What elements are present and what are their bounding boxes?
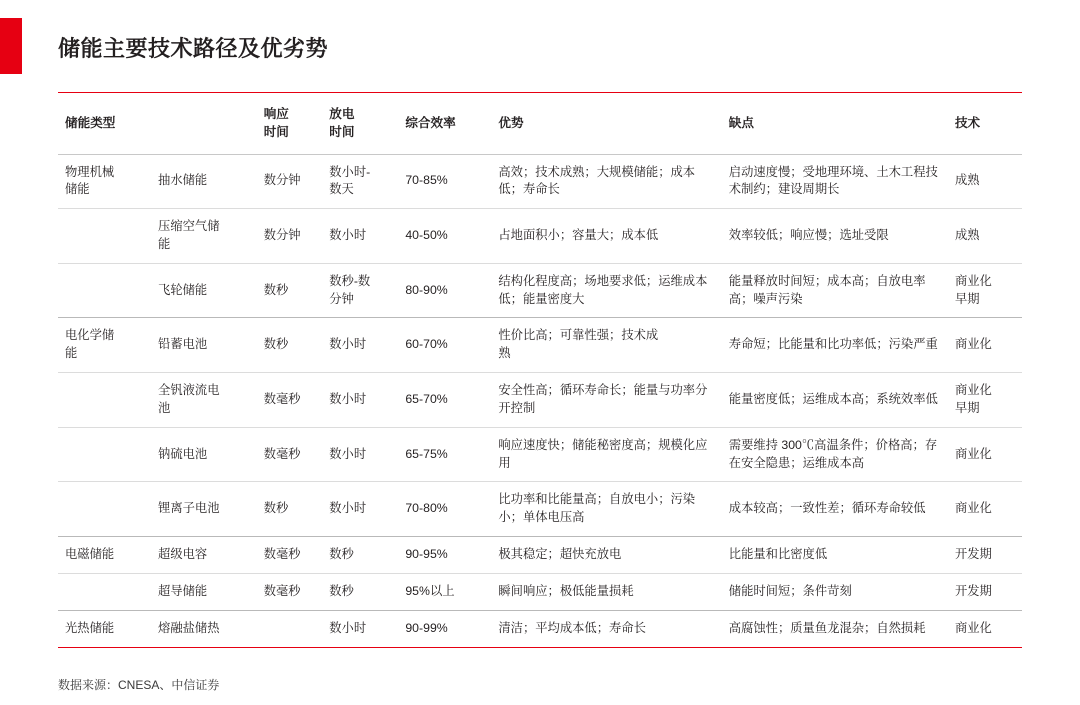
cell-cons: 启动速度慢；受地理环境、土木工程技术制约；建设周期长 bbox=[722, 154, 948, 209]
table-header bbox=[58, 93, 1022, 155]
cell-discharge: 数小时 bbox=[322, 482, 398, 537]
cell-cons: 需要维持 300℃高温条件；价格高；存在安全隐患；运维成本高 bbox=[722, 427, 948, 482]
table-row bbox=[58, 427, 1022, 482]
cell-technology: 锂离子电池 bbox=[151, 482, 257, 537]
cell-pros: 瞬间响应；极低能量损耗 bbox=[491, 573, 721, 610]
cell-category bbox=[58, 427, 151, 482]
cell-cons: 比能量和比密度低 bbox=[722, 537, 948, 574]
cell-discharge: 数小时 bbox=[322, 427, 398, 482]
cell-efficiency: 65-75% bbox=[398, 427, 491, 482]
table-row bbox=[58, 263, 1022, 318]
cell-category bbox=[58, 209, 151, 264]
cell-technology: 超导储能 bbox=[151, 573, 257, 610]
cell-response: 数秒 bbox=[257, 263, 323, 318]
cell-response: 数秒 bbox=[257, 482, 323, 537]
cell-response: 数秒 bbox=[257, 318, 323, 373]
cell-response: 数毫秒 bbox=[257, 573, 323, 610]
table-header-row bbox=[58, 93, 1022, 155]
cell-efficiency: 65-70% bbox=[398, 373, 491, 428]
cell-stage: 商业化 早期 bbox=[948, 373, 1022, 428]
cell-pros: 占地面积小；容量大；成本低 bbox=[491, 209, 721, 264]
cell-technology: 铅蓄电池 bbox=[151, 318, 257, 373]
cell-technology: 抽水储能 bbox=[151, 154, 257, 209]
cell-category bbox=[58, 482, 151, 537]
table-row bbox=[58, 537, 1022, 574]
cell-category: 电化学储 能 bbox=[58, 318, 151, 373]
cell-pros: 安全性高；循环寿命长；能量与功率分开控制 bbox=[491, 373, 721, 428]
cell-pros: 高效；技术成熟；大规模储能；成本低；寿命长 bbox=[491, 154, 721, 209]
cell-discharge: 数小时- 数天 bbox=[322, 154, 398, 209]
accent-bar bbox=[0, 18, 22, 74]
cell-technology: 钠硫电池 bbox=[151, 427, 257, 482]
cell-efficiency: 80-90% bbox=[398, 263, 491, 318]
cell-stage: 商业化 bbox=[948, 318, 1022, 373]
cell-efficiency: 70-85% bbox=[398, 154, 491, 209]
cell-response bbox=[257, 610, 323, 647]
cell-cons: 能量密度低；运维成本高；系统效率低 bbox=[722, 373, 948, 428]
cell-technology: 全钒液流电 池 bbox=[151, 373, 257, 428]
cell-discharge: 数小时 bbox=[322, 209, 398, 264]
cell-response: 数毫秒 bbox=[257, 537, 323, 574]
cell-technology: 飞轮储能 bbox=[151, 263, 257, 318]
column-header-efficiency: 综合效率 bbox=[405, 116, 456, 131]
cell-discharge: 数小时 bbox=[322, 373, 398, 428]
cell-category: 物理机械 储能 bbox=[58, 154, 151, 209]
cell-cons: 能量释放时间短；成本高；自放电率高；噪声污染 bbox=[722, 263, 948, 318]
column-header-pros: 优势 bbox=[498, 116, 524, 131]
table-row bbox=[58, 318, 1022, 373]
cell-response: 数毫秒 bbox=[257, 427, 323, 482]
cell-response: 数分钟 bbox=[257, 154, 323, 209]
cell-efficiency: 90-95% bbox=[398, 537, 491, 574]
cell-pros: 极其稳定；超快充放电 bbox=[491, 537, 721, 574]
cell-discharge: 数秒 bbox=[322, 573, 398, 610]
cell-stage: 成熟 bbox=[948, 154, 1022, 209]
cell-technology: 压缩空气储 能 bbox=[151, 209, 257, 264]
cell-stage: 商业化 bbox=[948, 610, 1022, 647]
cell-stage: 商业化 早期 bbox=[948, 263, 1022, 318]
cell-discharge: 数小时 bbox=[322, 610, 398, 647]
cell-stage: 商业化 bbox=[948, 427, 1022, 482]
column-header-category: 储能类型 bbox=[65, 116, 116, 131]
cell-efficiency: 60-70% bbox=[398, 318, 491, 373]
cell-discharge: 数秒 bbox=[322, 537, 398, 574]
cell-cons: 高腐蚀性；质量鱼龙混杂；自然损耗 bbox=[722, 610, 948, 647]
page-title: 储能主要技术路径及优劣势 bbox=[58, 36, 329, 61]
cell-category bbox=[58, 573, 151, 610]
column-header-discharge-time: 放电 时间 bbox=[329, 107, 355, 140]
column-header-technology bbox=[151, 93, 257, 155]
cell-stage: 开发期 bbox=[948, 573, 1022, 610]
cell-category: 光热储能 bbox=[58, 610, 151, 647]
column-header-response-time: 响应 时间 bbox=[263, 107, 289, 140]
table-row bbox=[58, 482, 1022, 537]
cell-stage: 成熟 bbox=[948, 209, 1022, 264]
source-note: 数据来源：CNESA、中信证券 bbox=[58, 678, 220, 692]
cell-pros: 结构化程度高；场地要求低；运维成本低；能量密度大 bbox=[491, 263, 721, 318]
cell-pros: 比功率和比能量高；自放电小；污染小；单体电压高 bbox=[491, 482, 721, 537]
cell-cons: 储能时间短；条件苛刻 bbox=[722, 573, 948, 610]
cell-category: 电磁储能 bbox=[58, 537, 151, 574]
cell-response: 数毫秒 bbox=[257, 373, 323, 428]
cell-efficiency: 90-99% bbox=[398, 610, 491, 647]
table-row bbox=[58, 154, 1022, 209]
cell-pros: 性价比高；可靠性强；技术成 熟 bbox=[491, 318, 721, 373]
cell-efficiency: 40-50% bbox=[398, 209, 491, 264]
table-row bbox=[58, 573, 1022, 610]
cell-cons: 效率较低；响应慢；选址受限 bbox=[722, 209, 948, 264]
cell-discharge: 数秒-数 分钟 bbox=[322, 263, 398, 318]
cell-technology: 熔融盐储热 bbox=[151, 610, 257, 647]
cell-cons: 成本较高；一致性差；循环寿命较低 bbox=[722, 482, 948, 537]
energy-storage-table-container bbox=[58, 92, 1022, 648]
cell-cons: 寿命短；比能量和比功率低；污染严重 bbox=[722, 318, 948, 373]
cell-category bbox=[58, 373, 151, 428]
cell-pros: 响应速度快；储能秘密度高；规模化应用 bbox=[491, 427, 721, 482]
table-body bbox=[58, 154, 1022, 647]
table-row bbox=[58, 373, 1022, 428]
energy-storage-table bbox=[58, 92, 1022, 648]
cell-efficiency: 70-80% bbox=[398, 482, 491, 537]
cell-pros: 清洁；平均成本低；寿命长 bbox=[491, 610, 721, 647]
table-row bbox=[58, 209, 1022, 264]
cell-technology: 超级电容 bbox=[151, 537, 257, 574]
column-header-stage: 技术 bbox=[954, 116, 981, 131]
column-header-cons: 缺点 bbox=[728, 116, 754, 131]
cell-efficiency: 95%以上 bbox=[398, 573, 491, 610]
cell-category bbox=[58, 263, 151, 318]
cell-discharge: 数小时 bbox=[322, 318, 398, 373]
cell-stage: 商业化 bbox=[948, 482, 1022, 537]
cell-response: 数分钟 bbox=[257, 209, 323, 264]
cell-stage: 开发期 bbox=[948, 537, 1022, 574]
table-row bbox=[58, 610, 1022, 647]
